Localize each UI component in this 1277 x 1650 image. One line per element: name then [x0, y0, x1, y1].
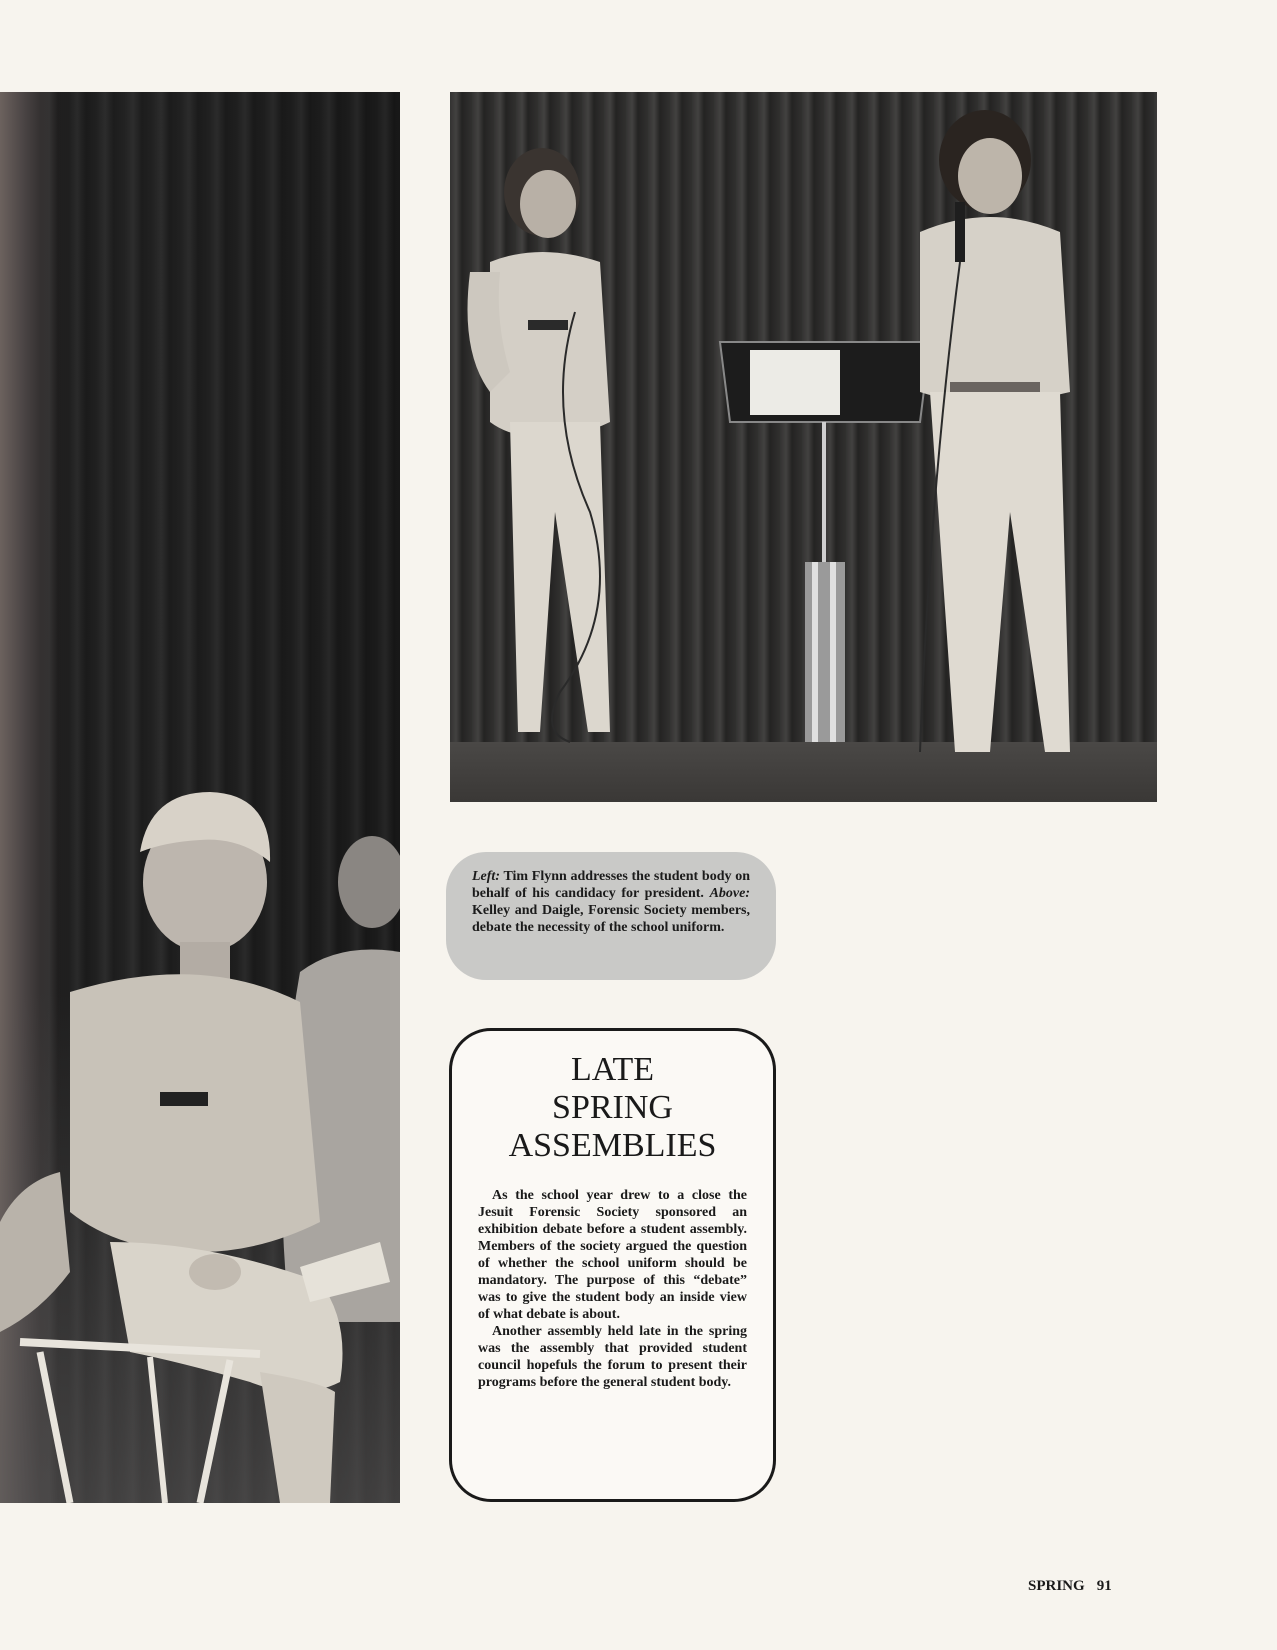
seated-students-figure: [0, 92, 400, 1503]
caption-above-text: Kelley and Daigle, Forensic Society members, debate the necessity of the school uniform.: [472, 903, 750, 935]
article-title: [478, 1051, 747, 1165]
page-folio: [1028, 1578, 1128, 1595]
photo-caption: [446, 852, 776, 980]
title-line: SPRING: [552, 1089, 673, 1126]
article-body: [478, 1187, 747, 1391]
caption-left-label: Left:: [472, 869, 500, 884]
caption-above-label: Above:: [709, 886, 751, 901]
article-paragraph: As the school year drew to a close the Jesuit Forensic Society sponsored an exhibition debate before a student assembly. Members of the society argued the question of whether the school uniform should be mandatory. The purpose of this “debate” was to give the student body an inside view of what debate is about.: [478, 1188, 747, 1322]
photo-seated-students: [0, 92, 400, 1503]
title-line: LATE: [570, 1051, 655, 1088]
title-line: ASSEMBLIES: [508, 1127, 717, 1164]
debaters-figure: [450, 92, 1157, 802]
caption-left-text: Tim Flynn addresses the student body on behalf of his candidacy for president.: [472, 869, 750, 901]
article-paragraph: Another assembly held late in the spring was the assembly that provided student council hopefuls the forum to present their programs before the general student body.: [478, 1324, 747, 1390]
page-number: 91: [1096, 1578, 1112, 1594]
article-box: [449, 1028, 776, 1502]
folio-section: SPRING: [1028, 1578, 1085, 1594]
photo-debaters: [450, 92, 1157, 802]
